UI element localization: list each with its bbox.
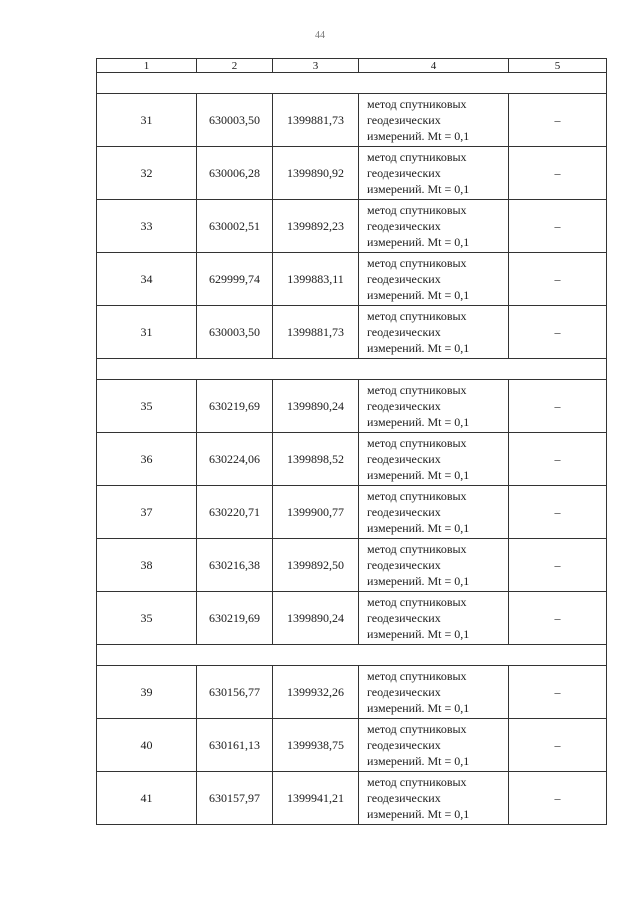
- x-coordinate-cell: 630003,50: [197, 94, 273, 147]
- x-coordinate-cell: 630216,38: [197, 539, 273, 592]
- group-separator-row: [97, 359, 607, 380]
- y-coordinate-cell: 1399892,50: [273, 539, 359, 592]
- note-cell: –: [509, 719, 607, 772]
- method-line: метод спутниковых: [367, 542, 467, 556]
- x-coordinate-cell: 630219,69: [197, 380, 273, 433]
- header-cell: 4: [359, 59, 509, 73]
- method-cell: [359, 539, 509, 592]
- point-number-cell: 38: [97, 539, 197, 592]
- method-cell: [359, 380, 509, 433]
- method-line: измерений. Mt = 0,1: [367, 521, 470, 535]
- note-cell: –: [509, 666, 607, 719]
- method-line: метод спутниковых: [367, 775, 467, 789]
- method-line: измерений. Mt = 0,1: [367, 415, 470, 429]
- x-coordinate-cell: 630006,28: [197, 147, 273, 200]
- x-coordinate-cell: 630220,71: [197, 486, 273, 539]
- method-line: геодезических: [367, 505, 441, 519]
- method-line: геодезических: [367, 272, 441, 286]
- method-cell: [359, 94, 509, 147]
- note-cell: –: [509, 539, 607, 592]
- method-line: геодезических: [367, 452, 441, 466]
- method-line: метод спутниковых: [367, 595, 467, 609]
- group-separator-row: [97, 645, 607, 666]
- table-row: [97, 539, 607, 592]
- header-cell: 2: [197, 59, 273, 73]
- table-header-row: [97, 59, 607, 73]
- method-line: метод спутниковых: [367, 256, 467, 270]
- method-line: измерений. Mt = 0,1: [367, 627, 470, 641]
- method-line: измерений. Mt = 0,1: [367, 182, 470, 196]
- note-cell: –: [509, 433, 607, 486]
- method-line: метод спутниковых: [367, 669, 467, 683]
- x-coordinate-cell: 630161,13: [197, 719, 273, 772]
- y-coordinate-cell: 1399941,21: [273, 772, 359, 825]
- note-cell: –: [509, 147, 607, 200]
- note-cell: –: [509, 772, 607, 825]
- table-row: [97, 486, 607, 539]
- point-number-cell: 39: [97, 666, 197, 719]
- note-cell: –: [509, 380, 607, 433]
- method-line: измерений. Mt = 0,1: [367, 574, 470, 588]
- table-row: [97, 719, 607, 772]
- table-row: [97, 772, 607, 825]
- method-line: метод спутниковых: [367, 722, 467, 736]
- table-row: [97, 433, 607, 486]
- y-coordinate-cell: 1399892,23: [273, 200, 359, 253]
- method-line: геодезических: [367, 685, 441, 699]
- x-coordinate-cell: 630219,69: [197, 592, 273, 645]
- method-line: метод спутниковых: [367, 150, 467, 164]
- table-row: [97, 147, 607, 200]
- method-line: геодезических: [367, 611, 441, 625]
- header-cell: 5: [509, 59, 607, 73]
- note-cell: –: [509, 200, 607, 253]
- table-row: [97, 380, 607, 433]
- method-cell: [359, 306, 509, 359]
- coordinates-table: [96, 58, 607, 825]
- method-line: метод спутниковых: [367, 383, 467, 397]
- method-line: измерений. Mt = 0,1: [367, 235, 470, 249]
- x-coordinate-cell: 630224,06: [197, 433, 273, 486]
- note-cell: –: [509, 592, 607, 645]
- point-number-cell: 32: [97, 147, 197, 200]
- method-cell: [359, 147, 509, 200]
- x-coordinate-cell: 630156,77: [197, 666, 273, 719]
- method-cell: [359, 200, 509, 253]
- page-number: 44: [315, 30, 325, 41]
- point-number-cell: 35: [97, 380, 197, 433]
- method-line: геодезических: [367, 113, 441, 127]
- table-row: [97, 200, 607, 253]
- y-coordinate-cell: 1399881,73: [273, 306, 359, 359]
- table-row: [97, 306, 607, 359]
- method-line: измерений. Mt = 0,1: [367, 468, 470, 482]
- method-line: геодезических: [367, 166, 441, 180]
- point-number-cell: 36: [97, 433, 197, 486]
- table-row: [97, 666, 607, 719]
- x-coordinate-cell: 630002,51: [197, 200, 273, 253]
- method-cell: [359, 253, 509, 306]
- method-line: метод спутниковых: [367, 489, 467, 503]
- table-row: [97, 592, 607, 645]
- x-coordinate-cell: 630157,97: [197, 772, 273, 825]
- y-coordinate-cell: 1399890,24: [273, 592, 359, 645]
- method-line: геодезических: [367, 558, 441, 572]
- note-cell: –: [509, 253, 607, 306]
- method-line: геодезических: [367, 325, 441, 339]
- table-row: [97, 253, 607, 306]
- method-line: метод спутниковых: [367, 203, 467, 217]
- group-separator-cell: [97, 73, 607, 94]
- method-line: измерений. Mt = 0,1: [367, 129, 470, 143]
- table-row: [97, 94, 607, 147]
- point-number-cell: 41: [97, 772, 197, 825]
- point-number-cell: 40: [97, 719, 197, 772]
- group-separator-cell: [97, 645, 607, 666]
- method-line: измерений. Mt = 0,1: [367, 701, 470, 715]
- point-number-cell: 31: [97, 94, 197, 147]
- x-coordinate-cell: 629999,74: [197, 253, 273, 306]
- y-coordinate-cell: 1399883,11: [273, 253, 359, 306]
- note-cell: –: [509, 486, 607, 539]
- method-line: метод спутниковых: [367, 309, 467, 323]
- y-coordinate-cell: 1399932,26: [273, 666, 359, 719]
- point-number-cell: 31: [97, 306, 197, 359]
- method-cell: [359, 592, 509, 645]
- x-coordinate-cell: 630003,50: [197, 306, 273, 359]
- method-cell: [359, 486, 509, 539]
- y-coordinate-cell: 1399898,52: [273, 433, 359, 486]
- method-line: геодезических: [367, 219, 441, 233]
- point-number-cell: 34: [97, 253, 197, 306]
- group-separator-cell: [97, 359, 607, 380]
- point-number-cell: 37: [97, 486, 197, 539]
- y-coordinate-cell: 1399900,77: [273, 486, 359, 539]
- point-number-cell: 33: [97, 200, 197, 253]
- method-line: измерений. Mt = 0,1: [367, 754, 470, 768]
- method-line: измерений. Mt = 0,1: [367, 288, 470, 302]
- method-cell: [359, 666, 509, 719]
- method-line: геодезических: [367, 738, 441, 752]
- header-cell: 1: [97, 59, 197, 73]
- note-cell: –: [509, 94, 607, 147]
- method-line: геодезических: [367, 791, 441, 805]
- method-line: измерений. Mt = 0,1: [367, 341, 470, 355]
- header-cell: 3: [273, 59, 359, 73]
- y-coordinate-cell: 1399938,75: [273, 719, 359, 772]
- method-cell: [359, 772, 509, 825]
- method-line: метод спутниковых: [367, 436, 467, 450]
- note-cell: –: [509, 306, 607, 359]
- y-coordinate-cell: 1399890,92: [273, 147, 359, 200]
- method-cell: [359, 433, 509, 486]
- method-line: метод спутниковых: [367, 97, 467, 111]
- method-cell: [359, 719, 509, 772]
- method-line: измерений. Mt = 0,1: [367, 807, 470, 821]
- y-coordinate-cell: 1399890,24: [273, 380, 359, 433]
- point-number-cell: 35: [97, 592, 197, 645]
- method-line: геодезических: [367, 399, 441, 413]
- group-separator-row: [97, 73, 607, 94]
- y-coordinate-cell: 1399881,73: [273, 94, 359, 147]
